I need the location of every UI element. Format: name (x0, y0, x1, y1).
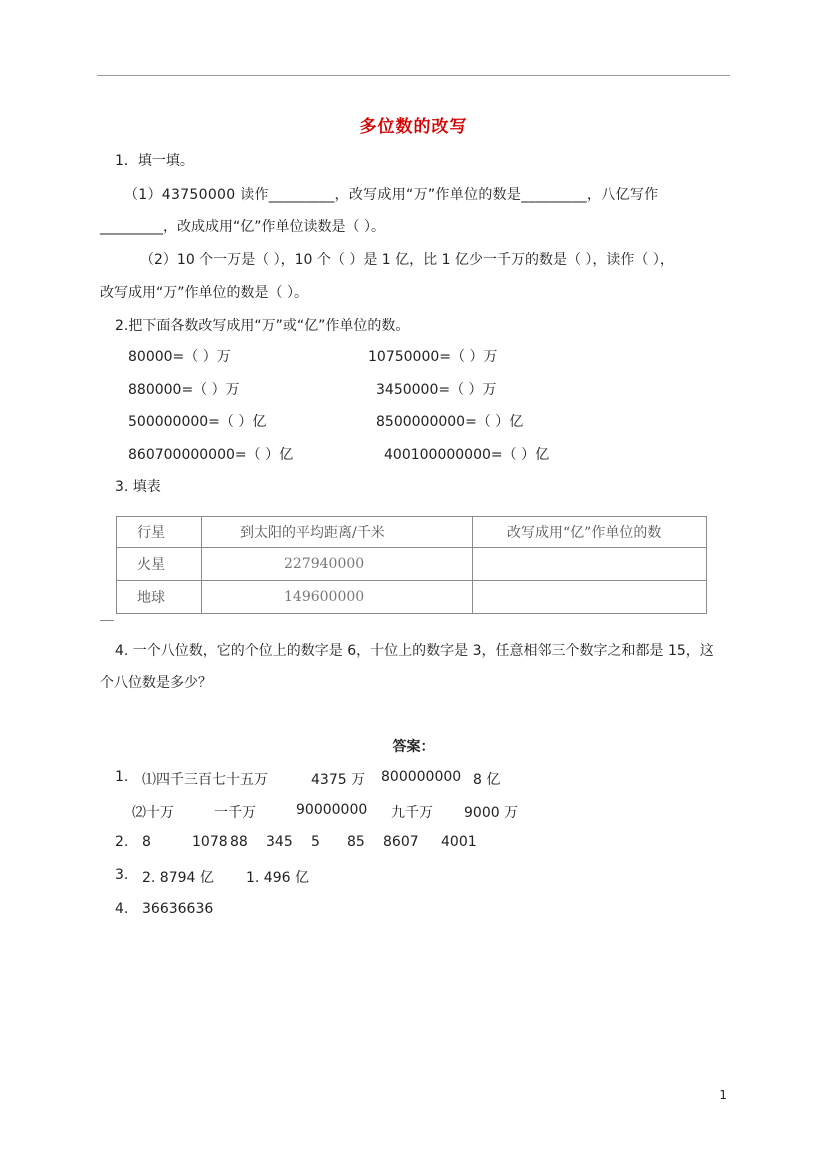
answer-1-item: 90000000 (296, 802, 368, 818)
q1-part1-line2: _________，改成成用“亿”作单位读数是（ ）。 (100, 219, 385, 235)
table-row (117, 581, 707, 614)
answer-1-item: 九千万 (391, 805, 433, 821)
q2-item: 400100000000=（ ）亿 (384, 447, 550, 463)
answer-4-item: 36636636 (142, 901, 214, 917)
table-cell-answer[interactable] (473, 581, 707, 614)
answer-1-item: 一千万 (214, 805, 256, 821)
table-cell-answer[interactable] (473, 548, 707, 581)
q2-item: 860700000000=（ ）亿 (128, 447, 294, 463)
scan-mark (100, 620, 114, 621)
q1-heading: 1．填一填。 (115, 153, 194, 169)
page-number: 1 (719, 1088, 727, 1102)
answer-2-item: 8607 (383, 834, 419, 850)
table-cell-distance: 149600000 (202, 581, 473, 614)
answer-1-item: 800000000 (381, 769, 462, 785)
answer-1-number: 1. (115, 769, 129, 785)
q4-line2: 个八位数是多少？ (100, 675, 212, 691)
answer-4-number: 4. (115, 901, 129, 917)
table-row (117, 548, 707, 581)
table-header-cell: 改写成用“亿”作单位的数 (473, 517, 707, 548)
page-title: 多位数的改写 (359, 117, 468, 137)
q2-item: 80000=（ ）万 (128, 349, 231, 365)
answer-2-item: 8 (142, 834, 151, 850)
answer-1-item: ⑴四千三百七十五万 (142, 772, 268, 788)
answers-title: 答案： (392, 739, 435, 755)
q2-item: 10750000=（ ）万 (368, 349, 498, 365)
table-header-cell: 行星 (117, 517, 202, 548)
planet-distance-table (116, 516, 707, 614)
q2-item: 3450000=（ ）万 (376, 382, 497, 398)
q2-item: 8500000000=（ ）亿 (376, 414, 524, 430)
header-rule (97, 75, 730, 76)
table-header-row (117, 517, 707, 548)
q2-heading: 2.把下面各数改写成用“万”或“亿”作单位的数。 (115, 318, 410, 334)
table-cell-distance: 227940000 (202, 548, 473, 581)
answer-1-item: ⑵十万 (132, 805, 174, 821)
answer-2-item: 85 (347, 834, 365, 850)
answer-1-item: 4375 万 (311, 772, 366, 788)
table-header-cell: 到太阳的平均距离/千米 (202, 517, 473, 548)
answer-3-item: 1. 496 亿 (246, 870, 309, 886)
q3-heading: 3. 填表 (115, 479, 161, 495)
answer-2-item: 5 (311, 834, 320, 850)
answer-1-item: 8 亿 (473, 772, 501, 788)
answer-2-item: 345 (266, 834, 293, 850)
answer-2-item: 4001 (441, 834, 477, 850)
q1-part2-line1: （2）10 个一万是（ ），10 个（ ）是 1 亿，比 1 亿少一千万的数是（ ），读作（ ）， (140, 252, 674, 268)
q2-item: 880000=（ ）万 (128, 382, 240, 398)
q2-item: 500000000=（ ）亿 (128, 414, 267, 430)
table-cell-planet: 火星 (117, 548, 202, 581)
answer-1-item: 9000 万 (464, 805, 519, 821)
table-cell-planet: 地球 (117, 581, 202, 614)
answer-2-number: 2. (115, 834, 129, 850)
answer-3-item: 2. 8794 亿 (142, 870, 214, 886)
answer-2-item: 1078 (192, 834, 228, 850)
q1-part2-line2: 改写成用“万”作单位的数是（ ）。 (100, 285, 308, 301)
answer-3-number: 3. (115, 867, 129, 883)
q4-line1: 4. 一个八位数，它的个位上的数字是 6，十位上的数字是 3，任意相邻三个数字之和都是 15，这 (115, 643, 714, 659)
answer-2-item: 88 (230, 834, 248, 850)
q1-part1-line1: （1）43750000 读作_________，改写成用“万”作单位的数是_________，八亿写作 (124, 187, 659, 203)
